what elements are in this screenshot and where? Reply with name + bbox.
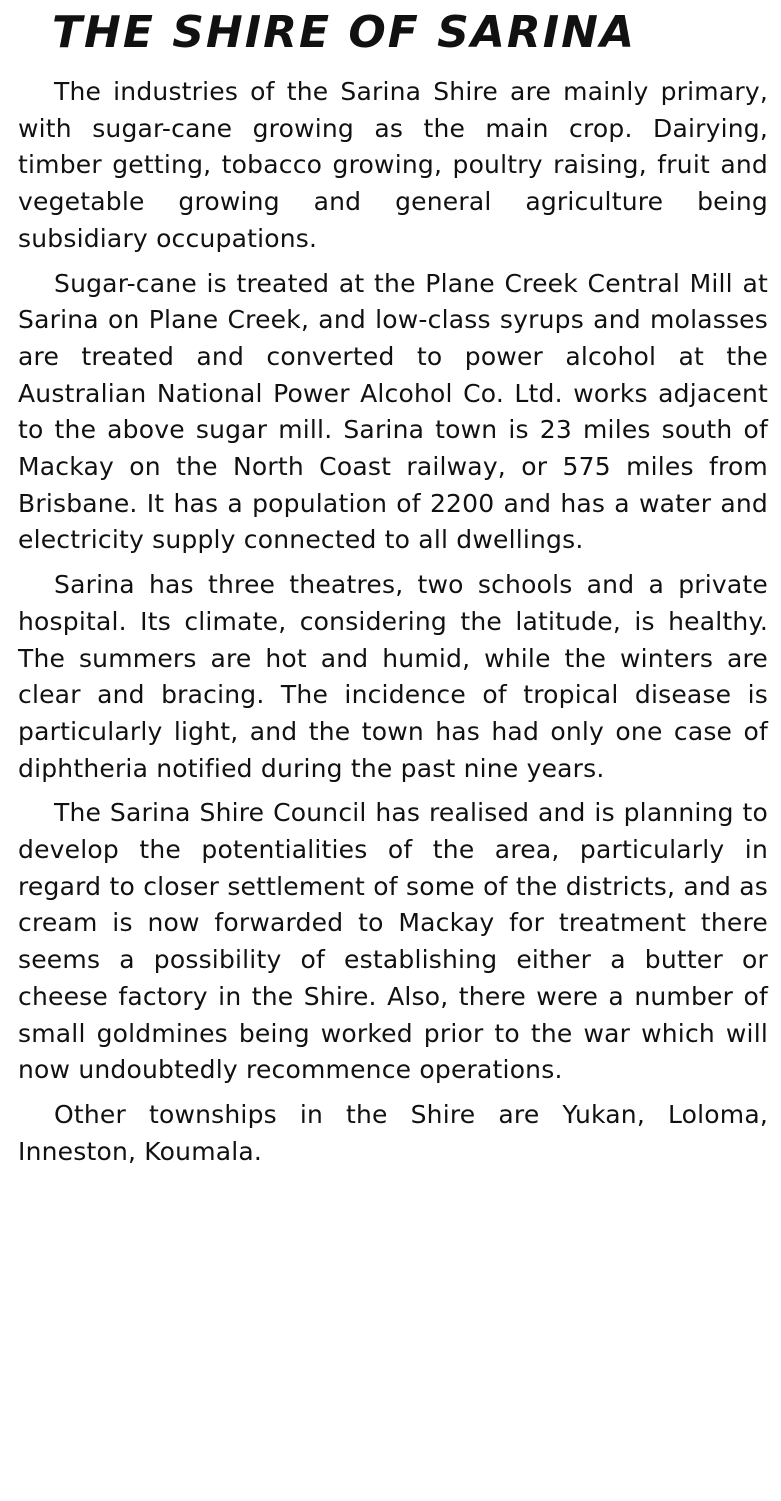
paragraph-townships: Other townships in the Shire are Yukan, Loloma, Inneston, Koumala. <box>18 1099 768 1166</box>
article-body <box>18 74 768 1178</box>
paragraph-amenities-climate: Sarina has three theatres, two schools and a private hospital. Its climate, considering the latitude, is healthy. The summers are hot and humid, while the winters are clear and bracing. The incidence of tropical disease is particularly light, and the town has had only one case of diphtheria notified during the past nine years. <box>18 570 768 783</box>
paragraph-sugar-mill: Sugar-cane is treated at the Plane Creek Central Mill at Sarina on Plane Creek, and low-class syrups and molasses are treated and converted to power alcohol at the Australian National Power Alcohol Co. Ltd. works adjacent to the above sugar mill. Sarina town is 23 miles south of Mackay on the North Coast railway, or 575 miles from Brisbane. It has a population of 2200 and has a water and electricity supply connected to all dwellings. <box>18 268 768 555</box>
paragraph-council-plans: The Sarina Shire Council has realised and is planning to develop the potentialities of the area, particularly in regard to closer settlement of some of the districts, and as cream is now forwarded to Mackay for treatment there seems a possibility of establishing either a butter or cheese factory in the Shire. Also, there were a number of small goldmines being worked prior to the war which will now undoubtedly recommence operations. <box>18 798 768 1085</box>
paragraph-industries: The industries of the Sarina Shire are mainly primary, with sugar-cane growing as the main crop. Dairying, timber getting, tobacco growing, poultry raising, fruit and vegetable growing and general agriculture being subsidiary occupations. <box>18 77 768 253</box>
article-title: THE SHIRE OF SARINA <box>52 7 637 58</box>
